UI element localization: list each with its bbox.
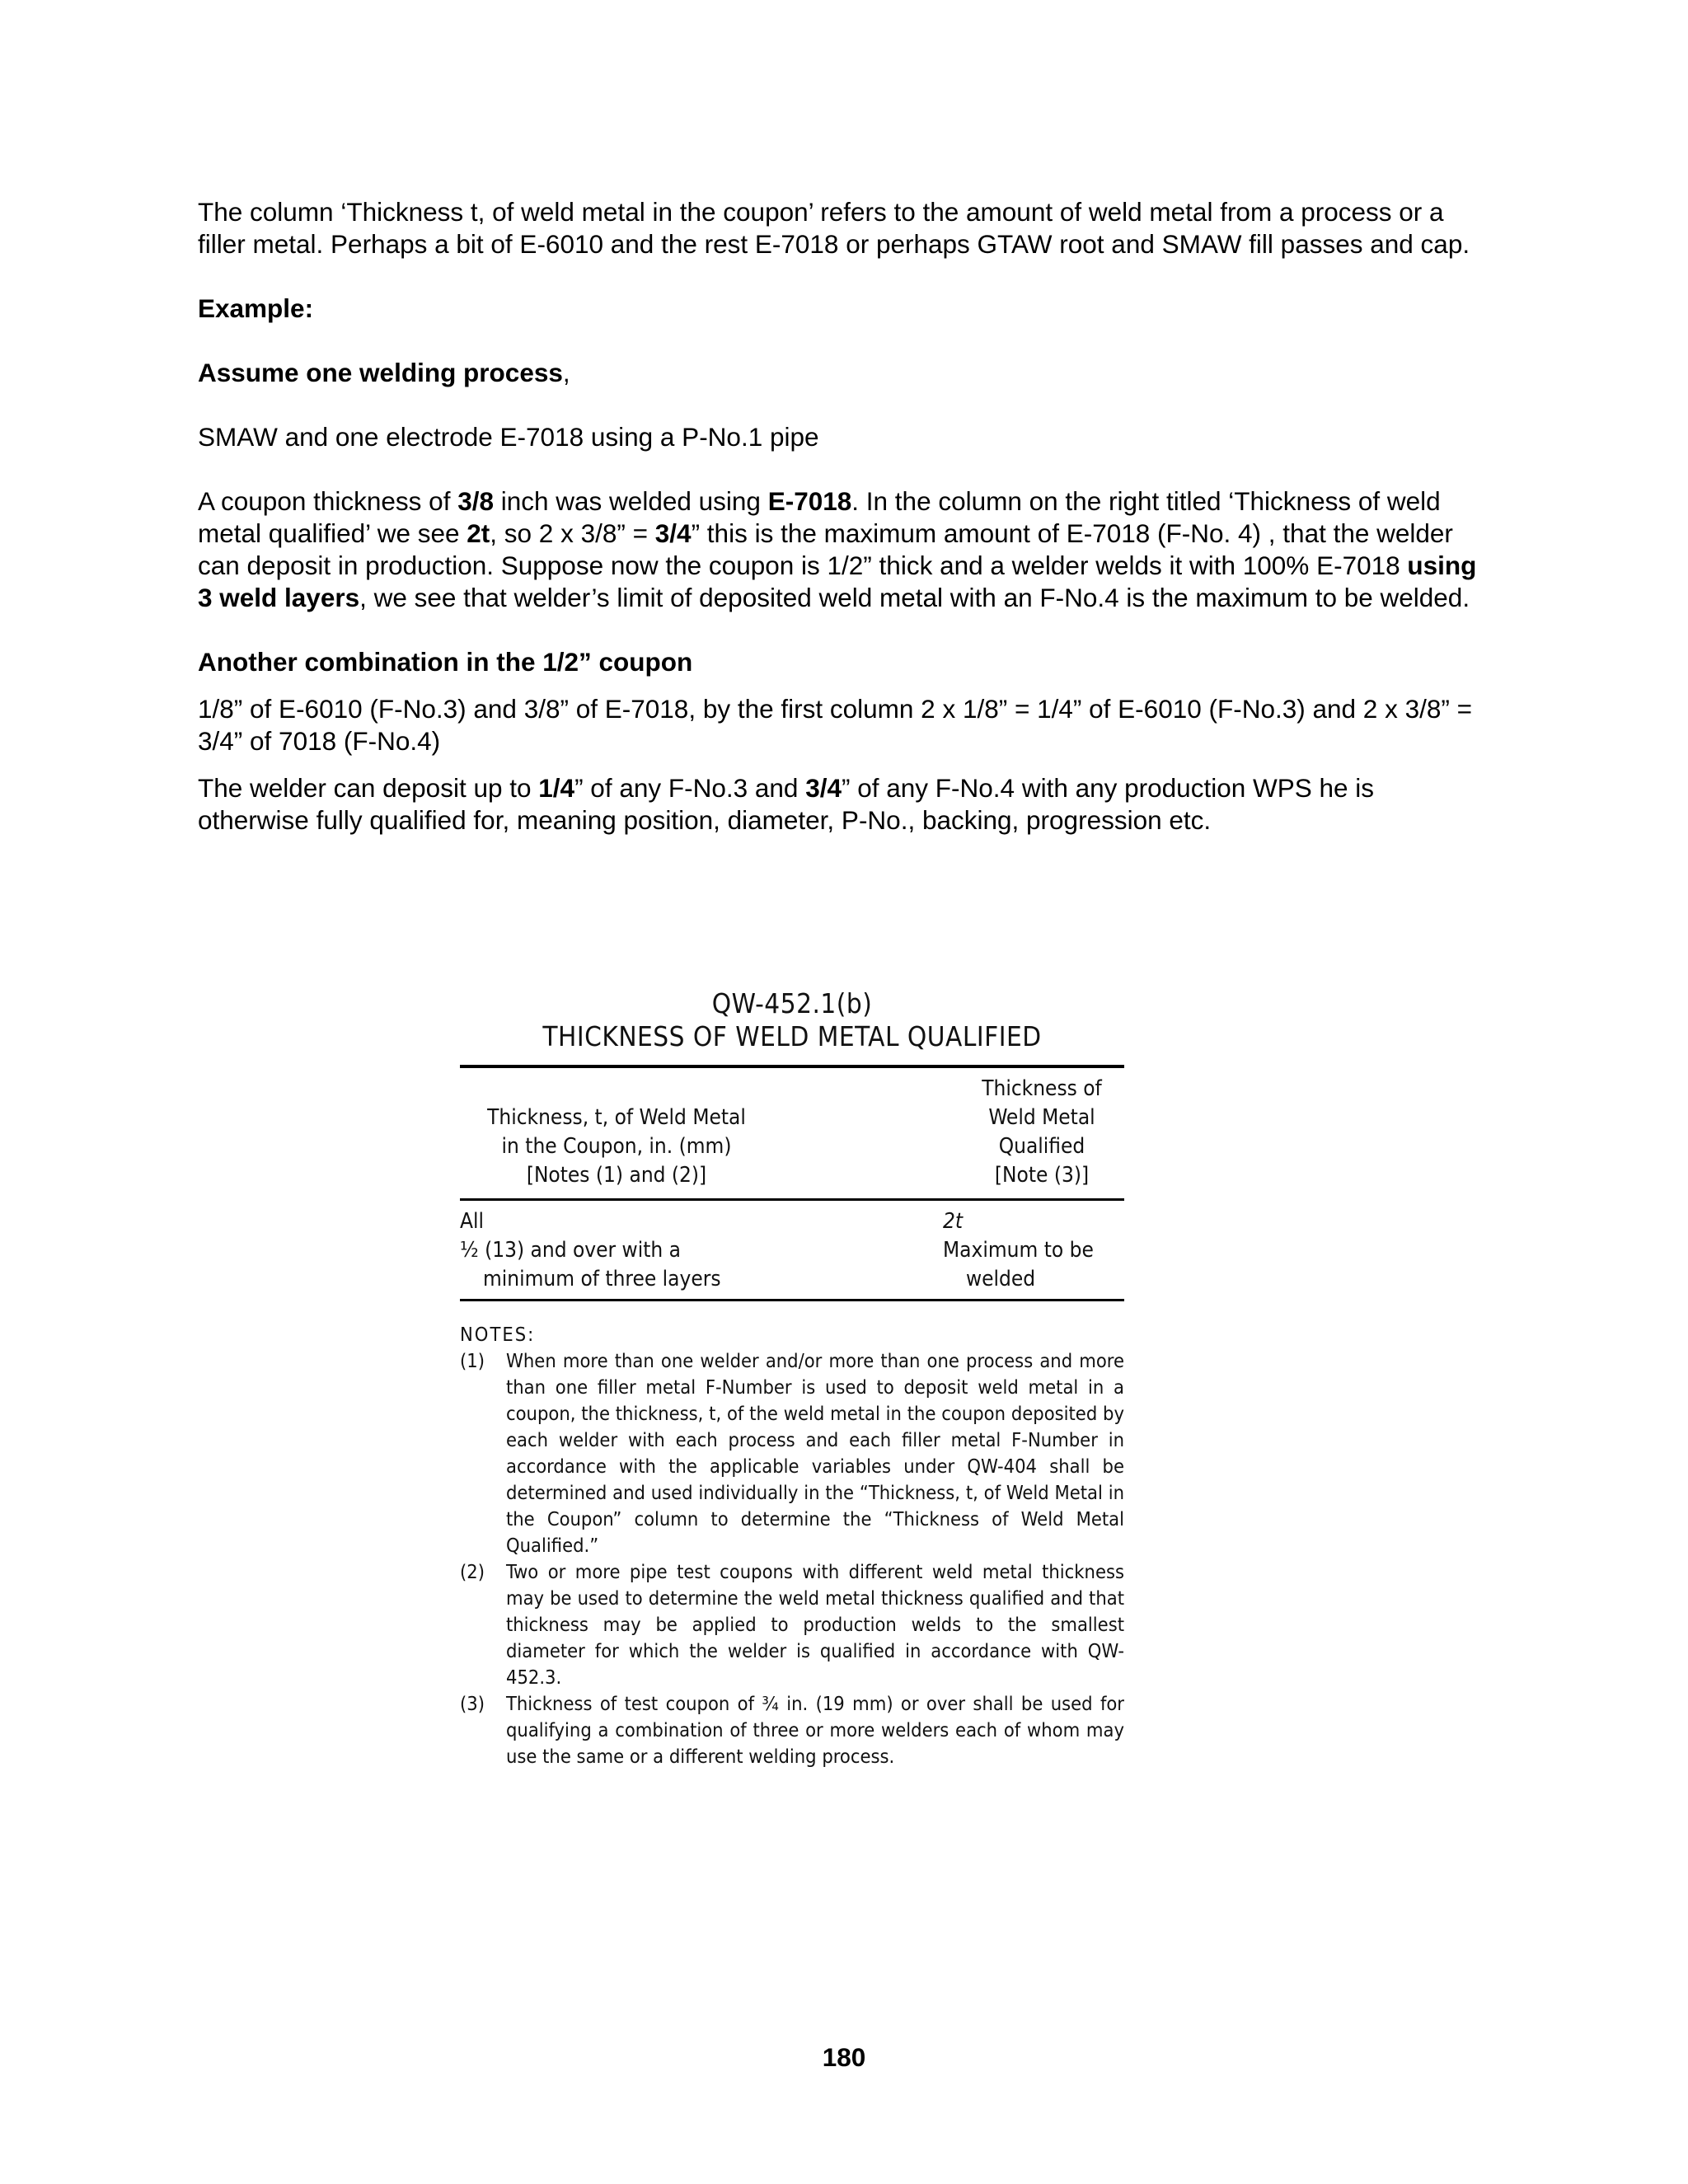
row-1-right: 2t xyxy=(943,1209,964,1234)
coupon-bold-2: E-7018 xyxy=(767,486,852,516)
another-heading: Another combination in the 1/2” coupon xyxy=(198,647,693,677)
row-2-left-line-1: ½ (13) and over with a xyxy=(460,1238,681,1263)
coupon-bold-4: 3/4 xyxy=(654,518,692,548)
table-row xyxy=(460,1207,1124,1236)
header-right-line-1: Thickness of xyxy=(982,1076,1102,1101)
note-3-text: Thickness of test coupon of ¾ in. (19 mm) or over shall be used for qualifying a combination of three or more welders each of whom may use the same or a different welding process. xyxy=(506,1692,1124,1768)
table-notes xyxy=(460,1321,1124,1769)
assume-heading xyxy=(198,357,1484,389)
deposit-text-1: The welder can deposit up to xyxy=(198,773,539,803)
coupon-text-1: A coupon thickness of xyxy=(198,486,458,516)
smaw-paragraph: SMAW and one electrode E-7018 using a P-No.1 pipe xyxy=(198,422,819,452)
table-title: THICKNESS OF WELD METAL QUALIFIED xyxy=(542,1020,1042,1052)
deposit-text-3: ” of any F-No.4 with any production WPS he is otherwise fully qualified for, meaning position, diameter, P-No., backing, progression etc. xyxy=(198,773,1375,835)
row-2-left-line-2: minimum of three layers xyxy=(483,1267,721,1291)
deposit-paragraph xyxy=(198,772,1484,837)
row-1-left: All xyxy=(460,1209,484,1234)
deposit-text-2: ” of any F-No.3 and xyxy=(574,773,806,803)
row-2-right xyxy=(943,1236,1124,1294)
header-left xyxy=(460,1075,773,1190)
assume-bold: Assume one welding process xyxy=(198,358,563,387)
notes-title: NOTES: xyxy=(460,1323,536,1346)
note-1-text: When more than one welder and/or more than one process and more than one filler metal F-Number is used to deposit weld metal in a coupon, the thickness, t, of the weld metal in the coupon deposited by each welder with each process and each filler metal F-Number in accordance with the applicable variables under QW-404 shall be determined and used individually in the “Thickness, t, of Weld Metal in the Coupon” column to determine the “Thickness of Weld Metal Qualified.” xyxy=(506,1349,1124,1557)
coupon-text-6: , we see that welder’s limit of deposited weld metal with an F-No.4 is the maximum to be welded. xyxy=(359,583,1470,612)
note-2-text: Two or more pipe test coupons with different weld metal thickness may be used to determine the weld metal thickness qualified and that thickness may be applied to production welds to the smallest diameter for which the welder is qualified in accordance with QW-452.3. xyxy=(506,1560,1124,1689)
coupon-text-4: , so 2 x 3/8” = xyxy=(490,518,655,548)
header-left-line-3: [Notes (1) and (2)] xyxy=(526,1163,707,1188)
table-bottom-rule xyxy=(460,1299,1124,1301)
coupon-bold-3: 2t xyxy=(467,518,490,548)
coupon-bold-5: using 3 weld layers xyxy=(198,551,1477,612)
header-left-line-1: Thickness, t, of Weld Metal xyxy=(487,1105,746,1130)
page-number: 180 xyxy=(822,2042,866,2072)
table-row xyxy=(460,1236,1124,1294)
assume-comma: , xyxy=(562,358,570,387)
coupon-text-2: inch was welded using xyxy=(494,486,768,516)
example-heading: Example: xyxy=(198,293,314,323)
header-right-line-2: Weld Metal xyxy=(988,1105,1095,1130)
coupon-paragraph xyxy=(198,485,1484,614)
header-right-line-3: Qualified xyxy=(998,1134,1085,1159)
coupon-bold-1: 3/8 xyxy=(457,486,494,516)
deposit-bold-2: 3/4 xyxy=(805,773,842,803)
note-3-number: (3) xyxy=(460,1692,485,1715)
body-text xyxy=(198,196,1484,837)
note-2-number: (2) xyxy=(460,1560,485,1583)
note-3 xyxy=(460,1690,1124,1769)
header-right-line-4: [Note (3)] xyxy=(994,1163,1090,1188)
row-2-right-line-2: welded xyxy=(966,1267,1036,1291)
row-2-left xyxy=(460,1236,921,1294)
note-2 xyxy=(460,1558,1124,1690)
header-right xyxy=(959,1075,1124,1190)
deposit-bold-1: 1/4 xyxy=(538,773,575,803)
row-2-right-line-1: Maximum to be xyxy=(943,1238,1094,1263)
combo-paragraph: 1/8” of E-6010 (F-No.3) and 3/8” of E-7018, by the first column 2 x 1/8” = 1/4” of E-6010 (F-No.3) and 2 x 3/8” = 3/4” of 7018 (F-No.4) xyxy=(198,694,1473,756)
intro-paragraph: The column ‘Thickness t, of weld metal in the coupon’ refers to the amount of weld metal from a process or a filler metal. Perhaps a bit of E-6010 and the rest E-7018 or perhaps GTAW root and SMAW fill passes and cap. xyxy=(198,197,1470,259)
table-code: QW-452.1(b) xyxy=(711,987,873,1019)
coupon-text-3: . In the column on the right titled ‘Thickness of weld metal qualified’ we see xyxy=(198,486,1441,548)
qw-table xyxy=(460,987,1124,1769)
table-header xyxy=(460,1068,1124,1198)
note-1-number: (1) xyxy=(460,1349,485,1372)
table-body xyxy=(460,1201,1124,1299)
coupon-text-5: ” this is the maximum amount of E-7018 (F-No. 4) , that the welder can deposit in production. Suppose now the coupon is 1/2” thick and a welder welds it with 100% E-7018 xyxy=(198,518,1453,580)
note-1 xyxy=(460,1347,1124,1558)
header-left-line-2: in the Coupon, in. (mm) xyxy=(501,1134,732,1159)
